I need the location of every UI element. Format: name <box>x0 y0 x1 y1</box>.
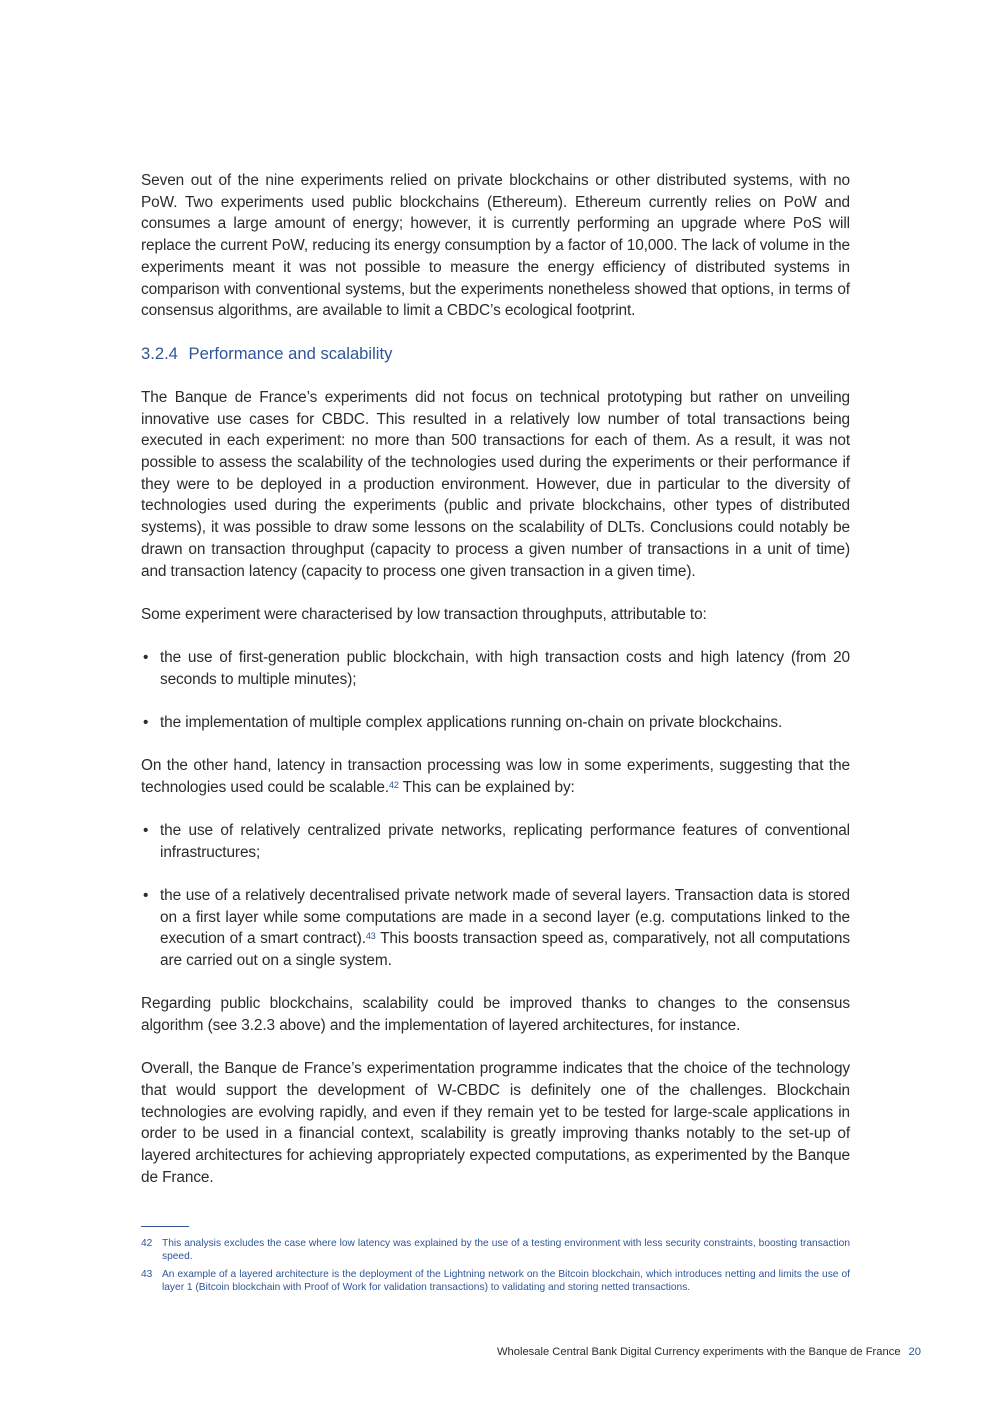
footnote-number: 42 <box>141 1238 153 1249</box>
section-number: 3.2.4 <box>141 344 178 364</box>
scalable-list-2 <box>141 885 850 972</box>
paragraph-energy: Seven out of the nine experiments relied on private blockchains or other distributed systems, with no PoW. Two experiments used public blockchains (Ethereum). Ethereum currently relies on PoW and consumes a large amount of energy; however, it is currently performing an upgrade where PoS will replace the current PoW, reducing its energy consumption by a factor of 10,000. The lack of volume in the experiments meant it was not possible to measure the energy efficiency of distributed systems in comparison with conventional systems, but the experiments nonetheless showed that options, in terms of consensus algorithms, are available to limit a CBDC’s ecological footprint. <box>141 172 850 320</box>
footnote-42 <box>141 1237 850 1263</box>
list-item-text-after: This boosts transaction speed as, comparatively, not all computations are carried out on a single system. <box>160 930 850 969</box>
footnote-divider <box>141 1226 189 1227</box>
list-item-text: the use of a relatively decentralised private network made of several layers. Transaction data is stored on a first layer while some computations are made in a second layer (e.g. computations linked to the execution of a smart contract). <box>160 886 850 948</box>
footnote-number: 43 <box>141 1269 153 1280</box>
page-footer <box>497 1346 921 1358</box>
footnote-text: This analysis excludes the case where low latency was explained by the use of a testing environment with less security constraints, boosting transaction speed. <box>162 1238 850 1262</box>
paragraph-overall: Overall, the Banque de France’s experimentation programme indicates that the choice of the technology that would support the development of W-CBDC is definitely one of the challenges. Blockchain technologies are evolving rapidly, and even if they remain yet to be tested for large-scale applications in order to be used in a financial context, scalability is greatly improving thanks notably to the set-up of layered architectures for achieving appropriately expected computations, as experimented by the Banque de France. <box>141 1060 850 1186</box>
list-item <box>141 885 850 972</box>
low-throughput-list-2 <box>141 712 850 734</box>
page-number: 20 <box>908 1346 921 1358</box>
footnotes <box>141 1237 850 1299</box>
footnote-43 <box>141 1268 850 1294</box>
paragraph-low-throughput: Some experiment were characterised by low transaction throughputs, attributable to: <box>141 605 707 623</box>
list-item: • the implementation of multiple complex applications running on-chain on private blockchains. <box>141 712 850 734</box>
footnote-ref-43[interactable]: 43 <box>365 931 376 942</box>
page-content <box>141 170 850 1188</box>
paragraph-latency-text: On the other hand, latency in transaction processing was low in some experiments, suggesting that the technologies used could be scalable. <box>141 757 850 796</box>
section-title: Performance and scalability <box>188 344 393 364</box>
paragraph-latency-text-after: This can be explained by: <box>398 778 575 796</box>
footnote-ref-42[interactable]: 42 <box>388 779 399 790</box>
list-item: • the use of first-generation public blockchain, with high transaction costs and high latency (from 20 seconds to multiple minutes); <box>141 647 850 690</box>
paragraph-latency <box>141 755 850 798</box>
footnote-text: An example of a layered architecture is the deployment of the Lightning network on the Bitcoin blockchain, which introduces netting and limits the use of layer 1 (Bitcoin blockchain with Proof of Work for validation transactions) to validating and storing netted transactions. <box>162 1269 850 1293</box>
low-throughput-list <box>141 647 850 690</box>
section-heading <box>141 343 850 365</box>
paragraph-public-blockchains: Regarding public blockchains, scalability could be improved thanks to changes to the consensus algorithm (see 3.2.3 above) and the implementation of layered architectures, for instance. <box>141 995 850 1034</box>
scalable-list <box>141 820 850 863</box>
paragraph-experiments: The Banque de France’s experiments did not focus on technical prototyping but rather on unveiling innovative use cases for CBDC. This resulted in a relatively low number of total transactions being executed in each experiment: no more than 500 transactions for each of them. As a result, it was not possible to assess the scalability of the technologies used during the experiments or their performance if they were to be deployed in a production environment. However, due in particular to the diversity of technologies used during the experiments (public and private blockchains, other types of distributed systems), it was possible to draw some lessons on the scalability of DLTs. Conclusions could notably be drawn on transaction throughput (capacity to process a given number of transactions in a unit of time) and transaction latency (capacity to process one given transaction in a given time). <box>141 388 850 580</box>
document-title: Wholesale Central Bank Digital Currency experiments with the Banque de France <box>496 1346 901 1358</box>
list-item: • the use of relatively centralized private networks, replicating performance features of conventional infrastructures; <box>141 820 850 863</box>
